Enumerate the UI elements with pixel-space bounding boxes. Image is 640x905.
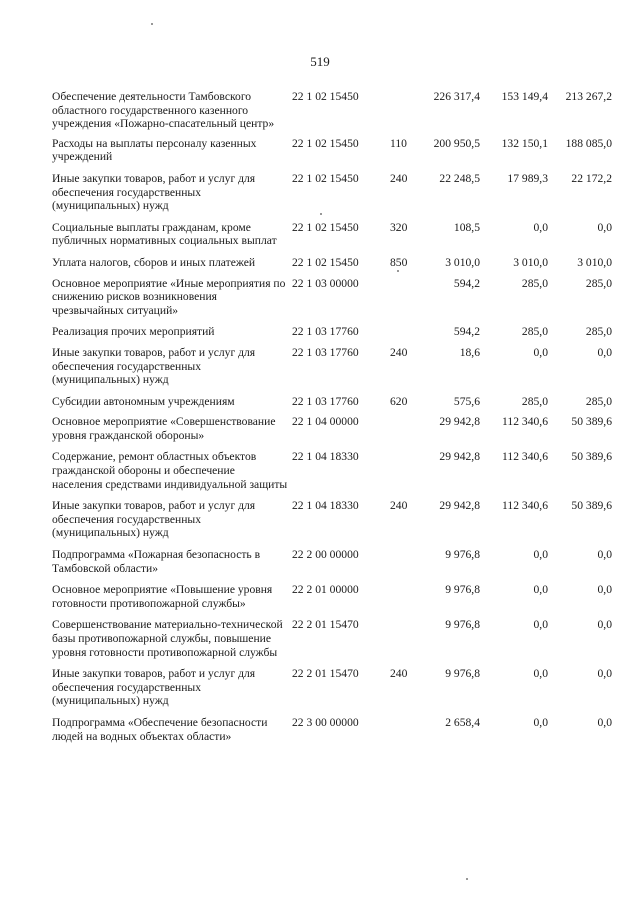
row-value-2: 3 010,0 [513,255,548,269]
row-value-3: 285,0 [585,394,612,408]
row-value-1: 2 658,4 [445,715,480,729]
row-code: 22 1 02 15450 [292,90,359,103]
row-description: Социальные выплаты гражданам, кроме публичных нормативных социальных выплат [52,220,277,248]
row-value-1: 226 317,4 [433,90,480,103]
table-row [52,618,612,659]
row-value-2: 17 989,3 [507,171,548,185]
row-value-3: 0,0 [597,667,612,681]
table-row [52,450,612,491]
page-number: 519 [310,54,330,69]
row-value-1: 29 942,8 [439,450,480,464]
row-value-2: 0,0 [533,667,548,681]
row-expense-type: 240 [390,345,408,359]
row-expense-type: 240 [390,171,408,185]
row-expense-type: 240 [390,499,408,513]
row-value-3: 22 172,2 [571,171,612,185]
row-description: Расходы на выплаты персоналу казенных учреждений [52,136,257,164]
row-code: 22 1 03 17760 [292,345,359,359]
row-value-1: 9 976,8 [445,583,480,597]
row-value-1: 108,5 [453,220,480,234]
row-value-3: 50 389,6 [571,415,612,429]
row-description: Содержание, ремонт областных объектов гражданской обороны и обеспечение населения средствами индивидуальной защиты [52,450,288,491]
row-value-1: 594,2 [453,276,480,290]
row-code: 22 2 01 15470 [292,618,359,632]
budget-table [52,90,612,743]
table-row [52,325,612,339]
row-value-1: 29 942,8 [439,499,480,513]
row-value-3: 0,0 [597,548,612,562]
row-expense-type: 320 [390,220,408,234]
row-value-3: 213 267,2 [565,90,612,103]
row-expense-type: 110 [390,136,407,150]
row-value-2: 0,0 [533,345,548,359]
table-row [52,221,612,248]
row-value-2: 0,0 [533,715,548,729]
row-value-2: 0,0 [533,220,548,234]
row-description: Иные закупки товаров, работ и услуг для обеспечения государственных (муниципальных) нужд [52,667,256,708]
row-description: Основное мероприятие «Повышение уровня готовности противопожарной службы» [52,583,273,610]
row-value-3: 0,0 [597,583,612,597]
row-value-2: 112 340,6 [502,499,548,513]
row-value-2: 112 340,6 [502,415,548,429]
table-row [52,499,612,540]
row-description: Основное мероприятие «Совершенствование уровня гражданской обороны» [52,415,276,442]
row-value-1: 22 248,5 [439,171,480,185]
row-value-3: 285,0 [585,276,612,290]
row-value-3: 188 085,0 [565,136,612,150]
table-row [52,172,612,213]
row-value-3: 285,0 [585,325,612,339]
row-description: Подпрограмма «Обеспечение безопасности людей на водных объектах области» [52,715,268,743]
row-value-2: 285,0 [521,394,548,408]
row-value-1: 9 976,8 [445,618,480,632]
row-value-1: 3 010,0 [445,255,480,269]
row-description: Уплата налогов, сборов и иных платежей [52,255,256,269]
row-value-2: 285,0 [521,325,548,339]
table-row [52,415,612,442]
row-code: 22 1 03 17760 [292,325,359,339]
row-code: 22 2 01 15470 [292,667,359,681]
row-code: 22 1 04 00000 [292,415,359,429]
scan-speck [466,878,468,880]
row-code: 22 1 02 15450 [292,171,359,185]
row-code: 22 3 00 00000 [292,715,359,729]
row-value-1: 200 950,5 [433,136,480,150]
row-description: Подпрограмма «Пожарная безопасность в Тамбовской области» [52,548,261,575]
row-description: Субсидии автономным учреждениям [52,394,235,408]
row-value-3: 50 389,6 [571,499,612,513]
row-code: 22 1 03 00000 [292,276,359,290]
row-value-3: 50 389,6 [571,450,612,464]
table-row [52,667,612,708]
row-code: 22 1 03 17760 [292,394,359,408]
row-value-3: 3 010,0 [577,255,612,269]
row-value-2: 0,0 [533,618,548,632]
row-expense-type: 850 [390,255,408,269]
row-value-1: 18,6 [459,345,480,359]
row-value-1: 9 976,8 [445,548,480,562]
row-description: Обеспечение деятельности Тамбовского областного государственного казенного учреждения «Пожарно-спасательный центр» [52,90,275,131]
table-row [52,346,612,387]
row-description: Совершенствование материально-технической базы противопожарной службы, повышение уровня готовности противопожарной службы [52,618,283,659]
table-row [52,583,612,610]
row-code: 22 2 00 00000 [292,548,359,562]
scan-speck [397,270,399,272]
row-description: Иные закупки товаров, работ и услуг для обеспечения государственных (муниципальных) нужд [52,171,256,213]
row-code: 22 2 01 00000 [292,583,359,597]
row-code: 22 1 04 18330 [292,499,359,513]
row-code: 22 1 02 15450 [292,136,359,150]
row-description: Основное мероприятие «Иные мероприятия по снижению рисков возникновения чрезвычайных ситуаций» [52,276,286,317]
row-description: Реализация прочих мероприятий [52,325,215,339]
row-value-1: 594,2 [453,325,480,339]
row-description: Иные закупки товаров, работ и услуг для обеспечения государственных (муниципальных) нужд [52,345,256,387]
table-row [52,277,612,318]
table-row [52,137,612,164]
table-row [52,256,612,270]
row-expense-type: 240 [390,667,408,681]
row-code: 22 1 02 15450 [292,220,359,234]
row-value-1: 29 942,8 [439,415,480,429]
row-value-3: 0,0 [597,715,612,729]
row-value-1: 9 976,8 [445,667,480,681]
table-row [52,716,612,743]
table-row [52,395,612,409]
row-code: 22 1 04 18330 [292,450,359,464]
row-value-2: 153 149,4 [501,90,548,103]
table-row [52,548,612,575]
table-row [52,90,612,131]
row-value-2: 132 150,1 [501,136,548,150]
row-value-3: 0,0 [597,618,612,632]
row-code: 22 1 02 15450 [292,255,359,269]
row-value-2: 285,0 [521,276,548,290]
row-expense-type: 620 [390,394,408,408]
row-value-2: 0,0 [533,548,548,562]
scan-speck [151,23,153,25]
scan-speck [320,213,322,215]
row-value-1: 575,6 [453,394,480,408]
row-value-2: 112 340,6 [502,450,548,464]
row-value-3: 0,0 [597,220,612,234]
row-value-3: 0,0 [597,345,612,359]
row-value-2: 0,0 [533,583,548,597]
row-description: Иные закупки товаров, работ и услуг для обеспечения государственных (муниципальных) нужд [52,499,256,540]
